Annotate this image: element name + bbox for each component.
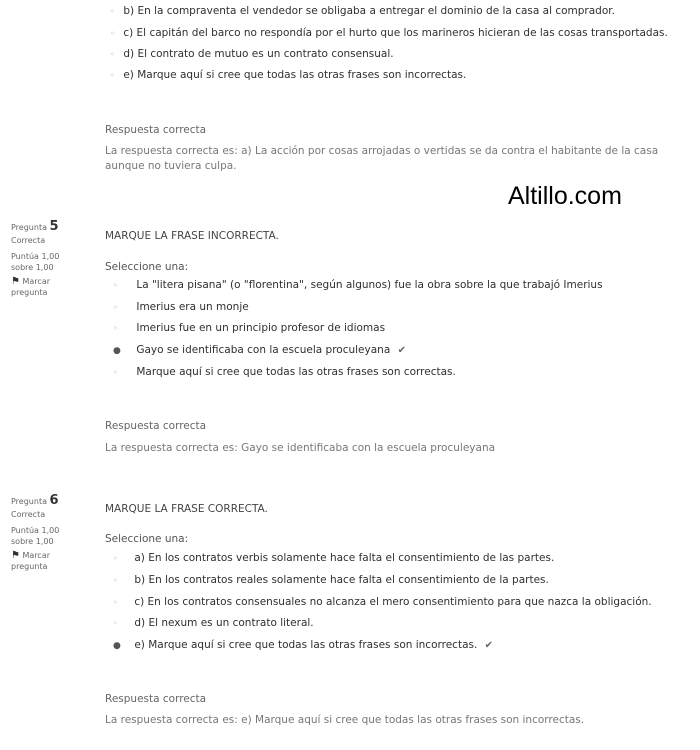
radio-button[interactable]: ◦ <box>113 281 118 290</box>
radio-button[interactable]: ◦ <box>110 71 115 80</box>
option-row[interactable] <box>110 27 668 39</box>
radio-button[interactable]: ◦ <box>110 7 115 16</box>
radio-button-selected[interactable]: ● <box>113 641 121 651</box>
option-label: Marque aquí si cree que todas las otras frases son correctas. <box>136 366 456 378</box>
question-score: Puntúa 1,00 <box>11 526 60 535</box>
flag-icon: ⚑ <box>11 550 20 561</box>
feedback-line: La respuesta correcta es: a) La acción por cosas arrojadas o vertidas se da contra el habitante de la casa <box>105 145 659 157</box>
flag-question-link[interactable] <box>11 276 59 298</box>
option-row[interactable] <box>113 344 406 356</box>
select-label: Seleccione una: <box>105 533 189 545</box>
feedback-title: Respuesta correcta <box>105 124 207 136</box>
radio-button[interactable]: ◦ <box>113 368 118 377</box>
feedback-text: La respuesta correcta es: e) Marque aquí si cree que todas las otras frases son incorrectas. <box>105 714 585 726</box>
question-info <box>11 495 59 572</box>
radio-button[interactable]: ◦ <box>113 554 118 563</box>
question-text: MARQUE LA FRASE INCORRECTA. <box>105 230 279 242</box>
option-label: Imerius era un monje <box>136 301 249 313</box>
flag-question-link[interactable] <box>11 550 59 572</box>
question-number: 5 <box>49 219 59 234</box>
question-info <box>11 221 59 298</box>
option-row[interactable] <box>113 617 314 629</box>
option-row[interactable] <box>113 322 385 334</box>
option-label: e) Marque aquí si cree que todas las otras frases son incorrectas. <box>134 639 478 651</box>
watermark: Altillo.com <box>508 182 622 210</box>
checkmark-icon: ✔ <box>397 345 406 356</box>
option-label: d) El nexum es un contrato literal. <box>134 617 314 629</box>
option-row[interactable] <box>113 301 249 313</box>
option-row[interactable] <box>110 48 394 60</box>
question-score: Puntúa 1,00 <box>11 252 60 261</box>
flag-label-line2: pregunta <box>11 288 48 297</box>
radio-button[interactable]: ◦ <box>110 29 115 38</box>
question-text: MARQUE LA FRASE CORRECTA. <box>105 503 268 515</box>
question-label: Pregunta <box>11 223 47 232</box>
option-row[interactable] <box>113 366 456 378</box>
flag-label: Marcar <box>22 277 51 286</box>
question-status: Correcta <box>11 510 46 519</box>
radio-button-selected[interactable]: ● <box>113 346 121 356</box>
option-row[interactable] <box>110 69 466 81</box>
option-row[interactable] <box>113 552 554 564</box>
checkmark-icon: ✔ <box>484 640 494 651</box>
question-label: Pregunta <box>11 497 47 506</box>
radio-button[interactable]: ◦ <box>113 619 118 628</box>
option-label: d) El contrato de mutuo es un contrato consensual. <box>123 48 394 60</box>
feedback-title: Respuesta correcta <box>105 420 207 432</box>
option-row[interactable] <box>113 596 652 608</box>
option-label: b) En los contratos reales solamente hace falta el consentimiento de la partes. <box>134 574 549 586</box>
option-row[interactable] <box>113 574 549 586</box>
question-number: 6 <box>49 493 59 508</box>
option-label: c) El capitán del barco no respondía por el hurto que los marineros hicieran de las cosas transportadas. <box>123 27 668 39</box>
option-label: e) Marque aquí si cree que todas las otras frases son incorrectas. <box>123 69 467 81</box>
flag-label: Marcar <box>22 551 51 560</box>
feedback-text: La respuesta correcta es: Gayo se identificaba con la escuela proculeyana <box>105 442 496 454</box>
question-status: Correcta <box>11 236 46 245</box>
feedback-text <box>105 144 658 174</box>
option-row[interactable] <box>113 639 493 651</box>
select-label: Seleccione una: <box>105 261 189 273</box>
radio-button[interactable]: ◦ <box>110 50 115 59</box>
question-score-max: sobre 1,00 <box>11 263 54 272</box>
feedback-line: aunque no tuviera culpa. <box>105 160 237 172</box>
option-label: a) En los contratos verbis solamente hace falta el consentimiento de las partes. <box>134 552 555 564</box>
option-label: La "litera pisana" (o "florentina", según algunos) fue la obra sobre la que trabajó Imerius <box>136 279 603 291</box>
option-row[interactable] <box>113 279 603 291</box>
question-score-max: sobre 1,00 <box>11 537 54 546</box>
radio-button[interactable]: ◦ <box>113 576 118 585</box>
option-row[interactable] <box>110 5 615 17</box>
radio-button[interactable]: ◦ <box>113 324 118 333</box>
radio-button[interactable]: ◦ <box>113 303 118 312</box>
option-label: Gayo se identificaba con la escuela proculeyana <box>136 344 391 356</box>
option-label: c) En los contratos consensuales no alcanza el mero consentimiento para que nazca la obligación. <box>134 596 652 608</box>
option-label: b) En la compraventa el vendedor se obligaba a entregar el dominio de la casa al comprador. <box>123 5 615 17</box>
flag-icon: ⚑ <box>11 276 20 287</box>
flag-label-line2: pregunta <box>11 562 48 571</box>
radio-button[interactable]: ◦ <box>113 598 118 607</box>
option-label: Imerius fue en un principio profesor de idiomas <box>136 322 386 334</box>
feedback-title: Respuesta correcta <box>105 693 207 705</box>
